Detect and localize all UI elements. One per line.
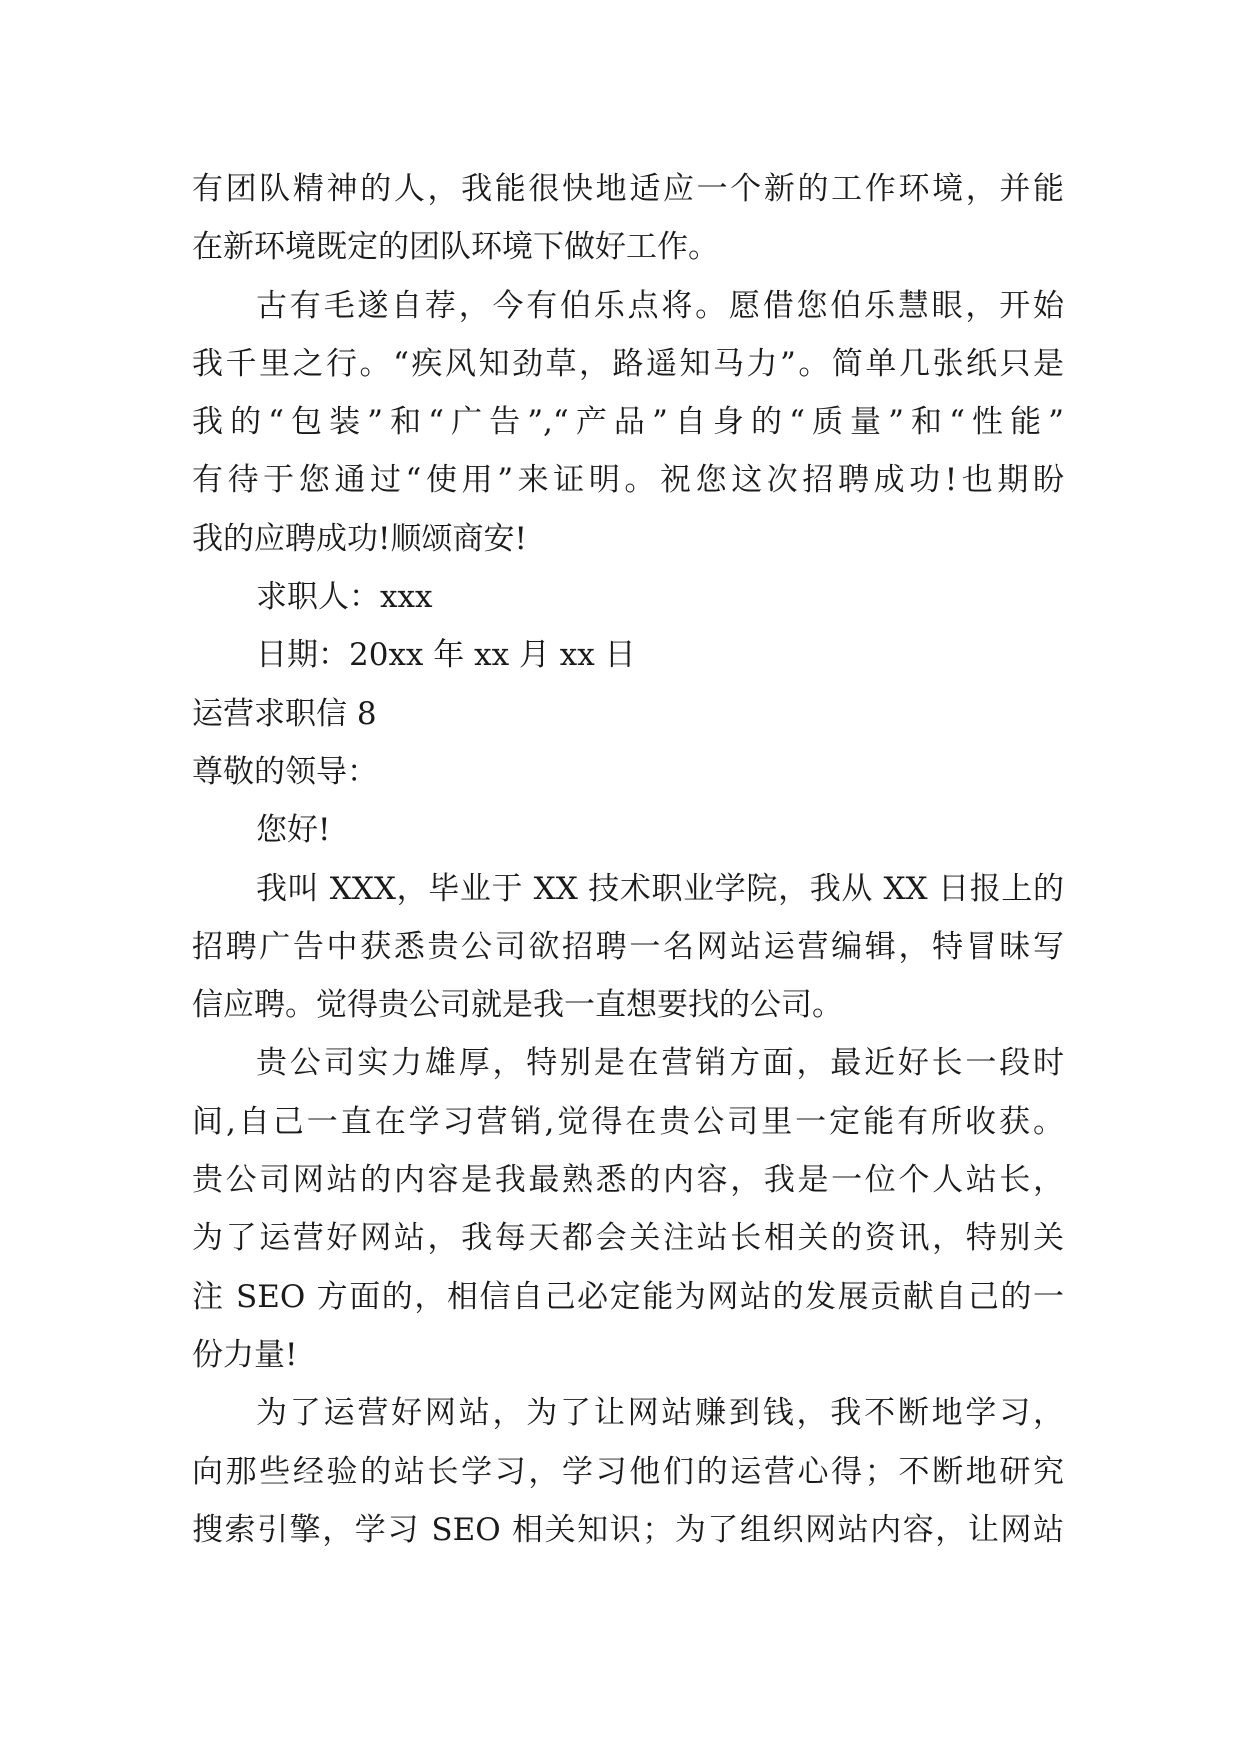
text-line: 我的应聘成功!顺颂商安! <box>192 520 527 557</box>
text-line: 贵公司实力雄厚，特别是在营销方面，最近好长一段时 <box>256 1045 1064 1082</box>
signature-name: 求职人：xxx <box>256 579 433 616</box>
text-line: 古有毛遂自荐，今有伯乐点将。愿借您伯乐慧眼，开始 <box>256 287 1064 324</box>
section-heading: 运营求职信 8 <box>192 695 377 732</box>
text-line: 向那些经验的站长学习，学习他们的运营心得；不断地研究 <box>192 1453 1064 1490</box>
text-line: 份力量! <box>192 1336 298 1373</box>
text-line: 贵公司网站的内容是我最熟悉的内容，我是一位个人站长， <box>192 1162 1064 1199</box>
signature-date: 日期：20xx 年 xx 月 xx 日 <box>256 637 636 674</box>
text-line: 为了运营好网站，为了让网站赚到钱，我不断地学习， <box>256 1395 1064 1432</box>
text-line: 我千里之行。“疾风知劲草，路遥知马力”。简单几张纸只是 <box>192 345 1064 382</box>
greeting: 您好! <box>256 812 331 849</box>
text-line: 为了运营好网站，我每天都会关注站长相关的资讯，特别关 <box>192 1220 1064 1257</box>
text-line: 注 SEO 方面的，相信自己必定能为网站的发展贡献自己的一 <box>192 1278 1064 1315</box>
text-line: 我的“包装”和“广告”,“产品”自身的“质量”和“性能” <box>192 404 1064 441</box>
text-line: 搜索引擎，学习 SEO 相关知识；为了组织网站内容，让网站 <box>192 1511 1064 1548</box>
document-body <box>192 160 1064 1559</box>
text-line: 间,自己一直在学习营销,觉得在贵公司里一定能有所收获。 <box>192 1103 1064 1140</box>
salutation: 尊敬的领导： <box>192 753 378 790</box>
text-line: 有团队精神的人，我能很快地适应一个新的工作环境，并能 <box>192 171 1064 207</box>
text-line: 信应聘。觉得贵公司就是我一直想要找的公司。 <box>192 987 843 1024</box>
text-line: 招聘广告中获悉贵公司欲招聘一名网站运营编辑，特冒昧写 <box>192 928 1064 965</box>
text-line: 在新环境既定的团队环境下做好工作。 <box>192 229 719 266</box>
text-line: 有待于您通过“使用”来证明。祝您这次招聘成功!也期盼 <box>192 462 1064 499</box>
text-line: 我叫 XXX，毕业于 XX 技术职业学院，我从 XX 日报上的 <box>256 870 1064 907</box>
